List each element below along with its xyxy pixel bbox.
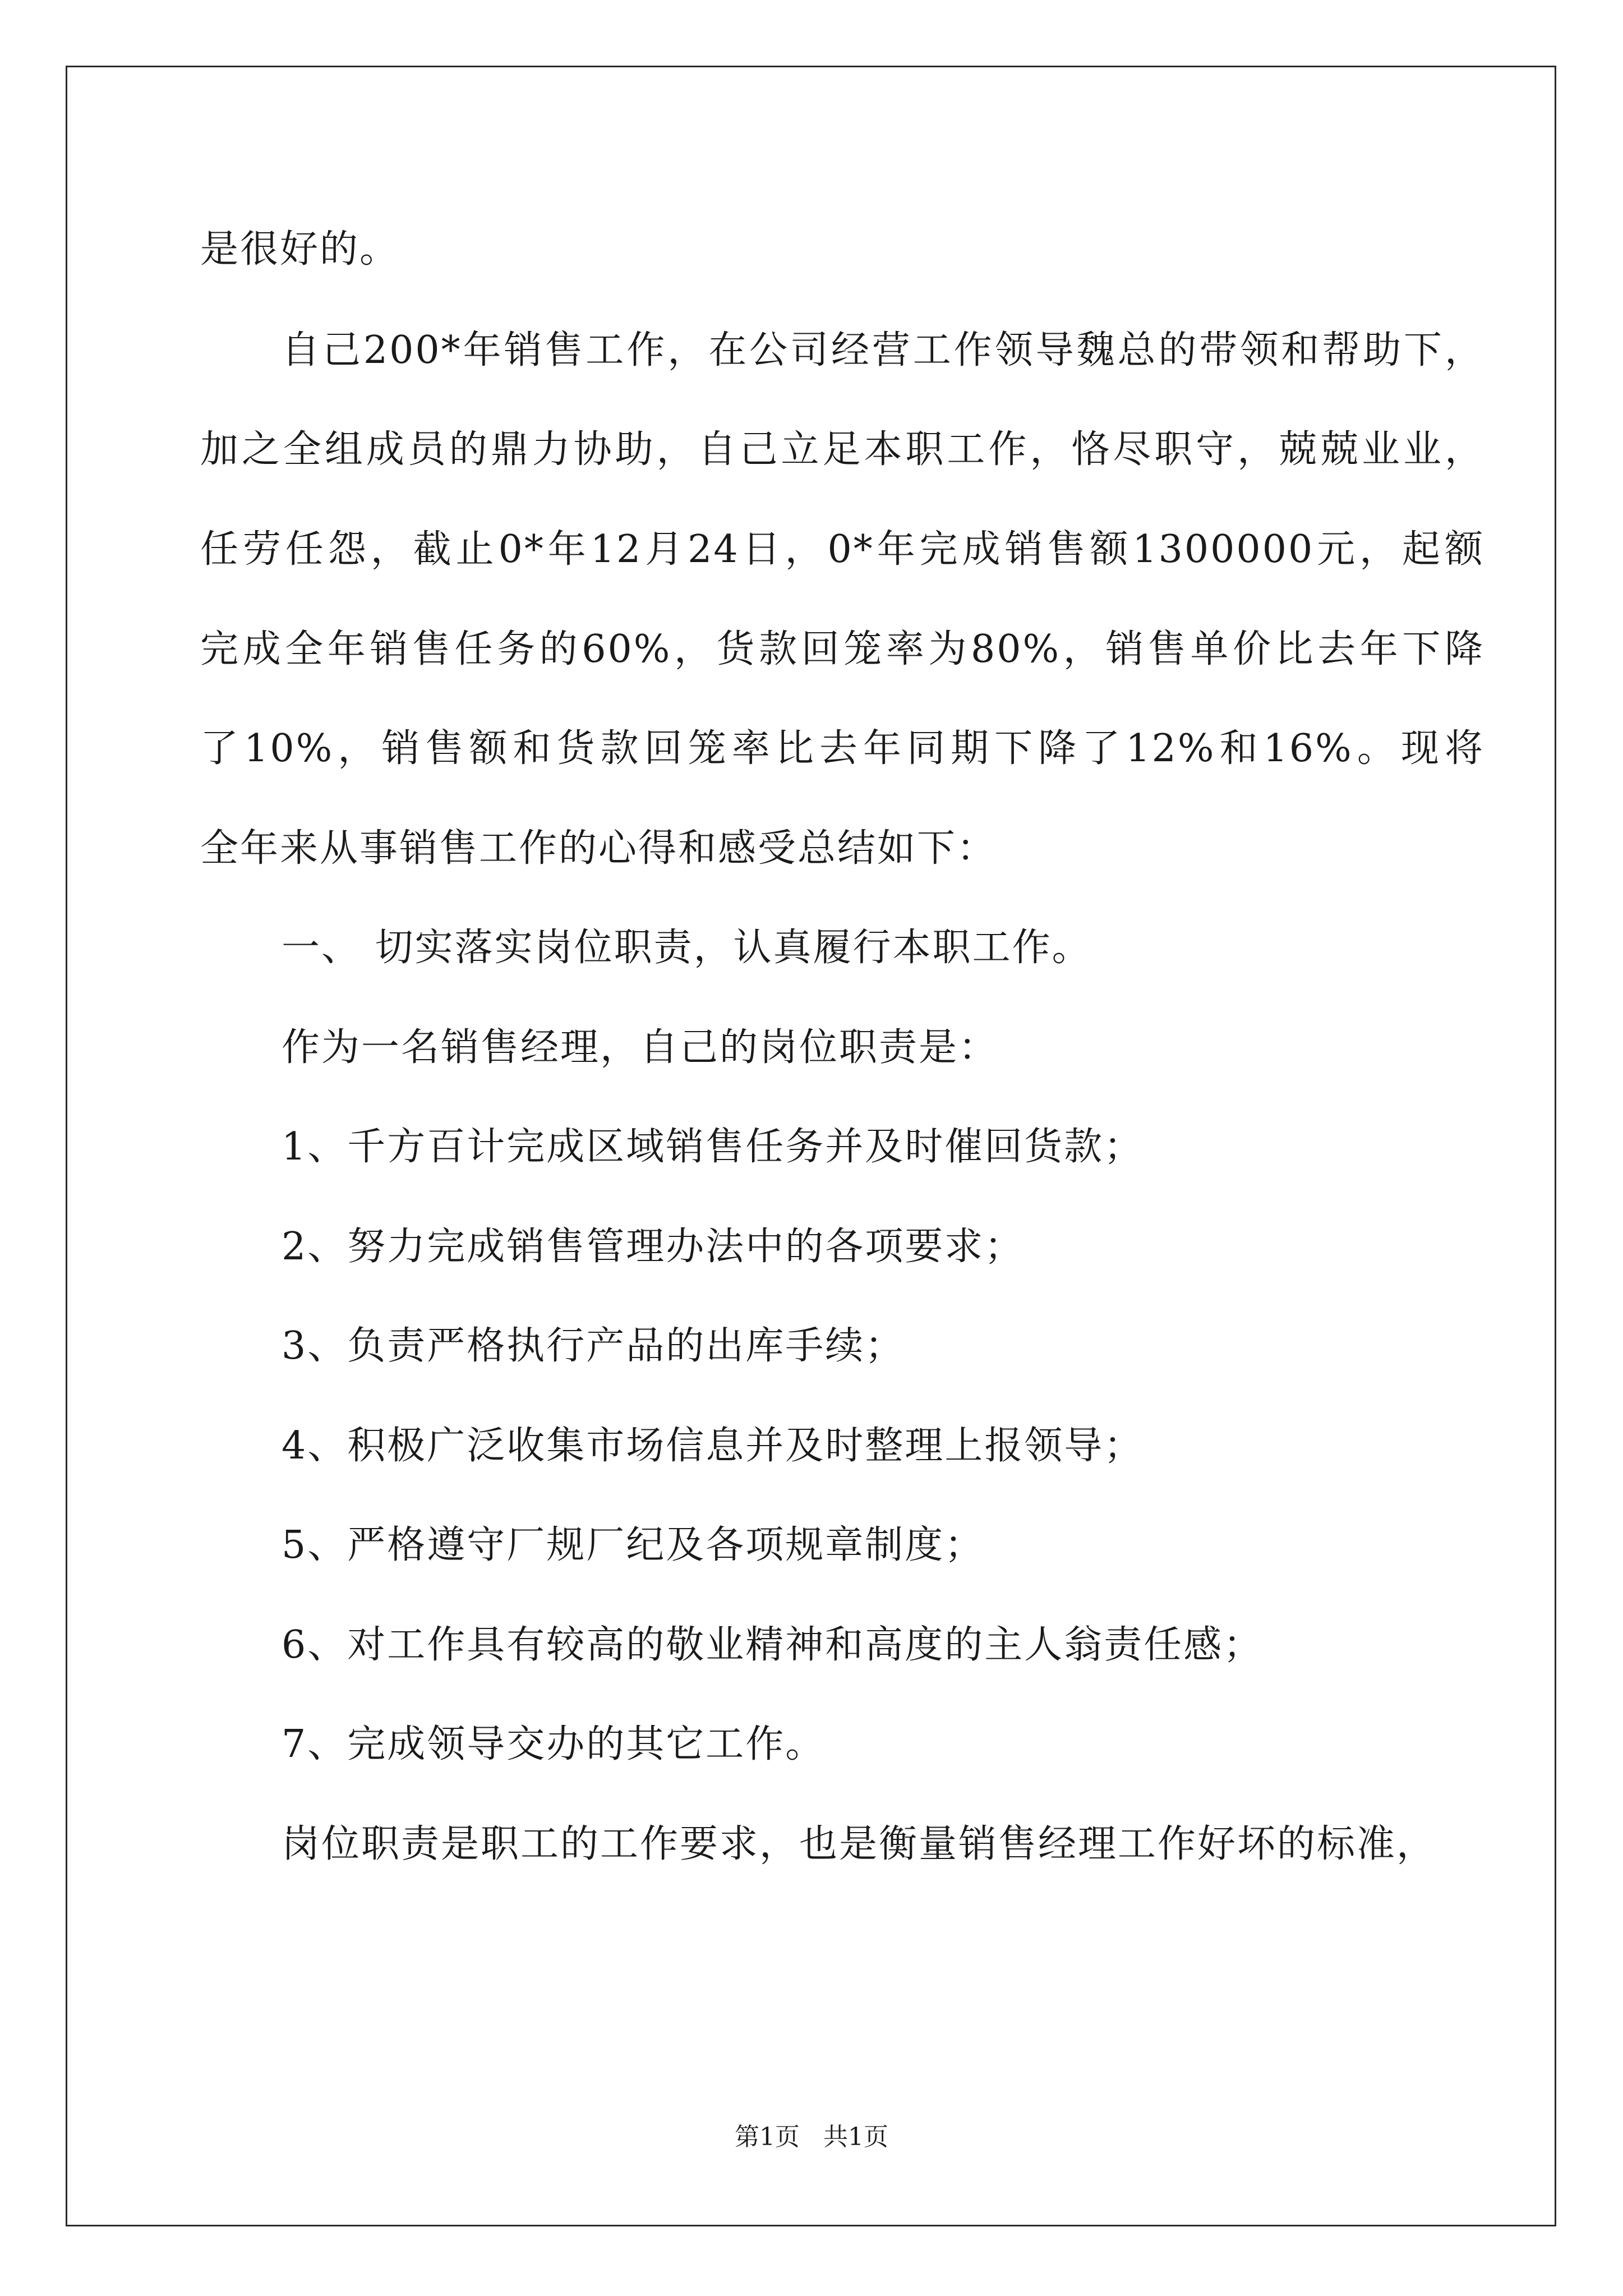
list-item-5: 5、严格遵守厂规厂纪及各项规章制度；	[282, 1523, 985, 1567]
text-line-1: 是很好的。	[200, 227, 400, 272]
list-item-6: 6、对工作具有较高的敬业精神和高度的主人翁责任感；	[282, 1623, 1264, 1667]
list-item-1: 1、千方百计完成区域销售任务并及时催回货款；	[282, 1125, 1144, 1169]
text-line-9: 作为一名销售经理，自己的岗位职责是：	[282, 1025, 999, 1070]
page-footer: 第1页 共1页	[735, 2123, 888, 2151]
text-line-5: 完成全年销售任务的60%，货款回笼率为80%，销售单价比去年下降	[200, 627, 1484, 671]
text-line-7: 全年来从事销售工作的心得和感受总结如下：	[200, 826, 997, 871]
text-line-6: 了10%，销售额和货款回笼率比去年同期下降了12%和16%。现将	[200, 726, 1484, 771]
list-item-7: 7、完成领导交办的其它工作。	[282, 1722, 826, 1766]
list-item-4: 4、积极广泛收集市场信息并及时整理上报领导；	[282, 1424, 1144, 1468]
text-line-2: 自己200*年销售工作，在公司经营工作领导魏总的带领和帮助下，	[282, 328, 1484, 372]
list-item-3: 3、负责严格执行产品的出库手续；	[282, 1324, 905, 1368]
section-heading: 一、 切实落实岗位职责，认真履行本职工作。	[282, 926, 1092, 970]
list-item-2: 2、努力完成销售管理办法中的各项要求；	[282, 1225, 1025, 1269]
text-line-3: 加之全组成员的鼎力协助，自己立足本职工作，恪尽职守，兢兢业业，	[200, 427, 1484, 472]
text-line-4: 任劳任怨，截止0*年12月24日，0*年完成销售额1300000元，起额	[200, 527, 1484, 572]
text-line-17: 岗位职责是职工的工作要求，也是衡量销售经理工作好坏的标准，	[282, 1822, 1437, 1866]
